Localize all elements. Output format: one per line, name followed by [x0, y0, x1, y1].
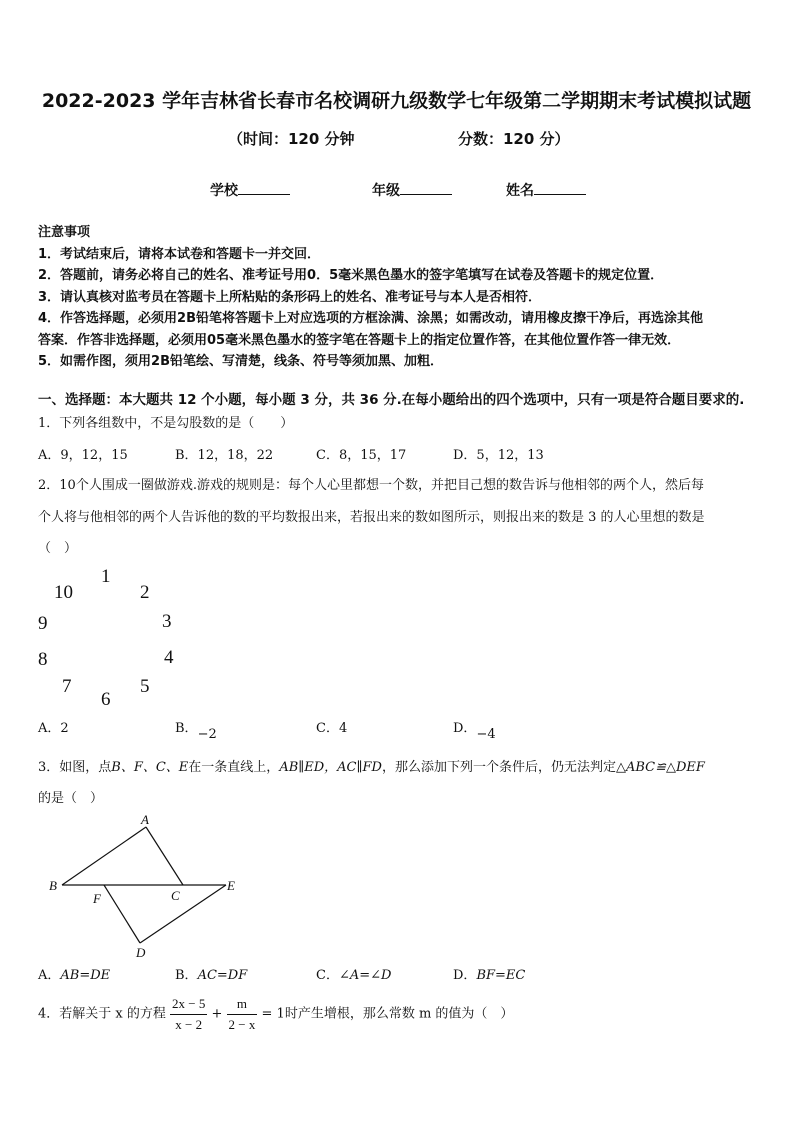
circle-number-2: 2: [140, 582, 150, 603]
q4-frac2-numerator: m: [227, 994, 258, 1015]
school-field: [210, 180, 290, 200]
q3-option-a-value: AB=DE: [60, 968, 111, 983]
q4-plus: +: [211, 1006, 223, 1022]
q3-text-d: ，那么添加下列一个条件后，仍无法判定: [381, 760, 616, 775]
q3-option-d-letter: D．: [453, 968, 477, 983]
q4-suffix: = 1时产生增根，那么常数 m 的值为（ ）: [261, 1006, 514, 1022]
circle-number-3: 3: [162, 611, 172, 632]
circle-number-8: 8: [38, 649, 48, 670]
q2-line1: 2．10个人围成一圈做游戏.游戏的规则是：每个人心里都想一个数，并把目己想的数告诉与他相邻的两个人，然后每: [38, 478, 704, 493]
q4-frac1-numerator: 2x − 5: [170, 994, 207, 1015]
circle-number-6: 6: [101, 689, 111, 710]
q3-line2: 的是（ ）: [38, 791, 104, 806]
q2-option-d[interactable]: [453, 719, 496, 742]
notes-item: 3．请认真核对监考员在答题卡上所粘贴的条形码上的姓名、准考证号与本人是否相符．: [38, 289, 542, 305]
q3-congruence: △ABC≌△DEF: [615, 760, 705, 775]
q3-text-a: 3．如图，点: [38, 760, 112, 775]
circle-number-9: 9: [38, 613, 48, 634]
q3-geometry-figure: [40, 810, 250, 960]
name-blank[interactable]: [534, 180, 586, 195]
label-a: A: [141, 812, 149, 827]
notes-block: [38, 222, 703, 373]
q3-option-c[interactable]: [316, 966, 391, 986]
label-b: B: [49, 878, 57, 893]
label-d: D: [136, 945, 146, 960]
q3-option-d[interactable]: [453, 966, 525, 986]
q2-option-b-letter: B．: [175, 721, 198, 736]
q4-fraction-2: [227, 994, 258, 1035]
q2-line2: 个人将与他相邻的两个人告诉他的数的平均数报出来，若报出来的数如图所示，则报出来的数是 3 的人心里想的数是: [38, 510, 705, 525]
segment-fd: [104, 885, 140, 943]
q3-option-c-letter: C．: [316, 968, 339, 983]
circle-number-5: 5: [140, 676, 150, 697]
exam-time: （时间：120 分钟: [228, 130, 355, 148]
label-e: E: [227, 878, 235, 893]
q2-option-d-value: −4: [476, 727, 496, 742]
q1-option-d[interactable]: D．5，12，13: [453, 448, 544, 463]
q2-option-b[interactable]: [175, 719, 217, 742]
segment-ac: [146, 827, 183, 885]
notes-heading: 注意事项: [38, 225, 91, 240]
exam-title: 2022-2023 学年吉林省长春市名校调研九级数学七年级第二学期期末考试模拟试题: [41, 90, 752, 112]
q2-option-b-value: −2: [197, 727, 217, 742]
q3-option-a-letter: A．: [38, 968, 61, 983]
q4-prefix: 4．若解关于 x 的方程: [38, 1006, 166, 1022]
q1-option-b[interactable]: B．12，18，22: [175, 448, 274, 463]
circle-number-4: 4: [164, 647, 174, 668]
q3-line1: [38, 758, 705, 778]
segment-ab: [62, 827, 146, 885]
notes-item: 5．如需作图，须用2B铅笔绘、写清楚，线条、符号等须加黑、加粗．: [38, 354, 443, 369]
label-f: F: [93, 891, 101, 906]
q3-option-b[interactable]: [175, 966, 247, 986]
q3-option-b-letter: B．: [175, 968, 198, 983]
notes-item: 1．考试结束后，请将本试卷和答题卡一并交回．: [38, 246, 321, 262]
q3-option-c-value: ∠A=∠D: [338, 968, 392, 983]
school-label: 学校: [210, 183, 238, 199]
circle-number-1: 1: [101, 566, 111, 587]
exam-score: 分数：120 分）: [458, 130, 570, 148]
q1-stem: 1．下列各组数中，不是勾股数的是（ ）: [38, 416, 294, 431]
q4-frac2-denominator: 2 − x: [228, 1017, 256, 1032]
q2-option-a[interactable]: A．2: [38, 721, 69, 736]
grade-blank[interactable]: [400, 180, 452, 195]
q4-fraction-1: [170, 994, 207, 1035]
segment-de: [140, 885, 226, 943]
circle-number-10: 10: [54, 582, 73, 603]
grade-label: 年级: [372, 183, 400, 199]
q3-option-a[interactable]: [38, 966, 110, 986]
q3-option-d-value: BF=EC: [476, 968, 526, 983]
q4-line: [38, 994, 513, 1035]
q2-line3: （ ）: [38, 541, 78, 556]
q2-option-c[interactable]: C．4: [316, 721, 348, 736]
label-c: C: [171, 888, 180, 903]
section-heading: 一、选择题：本大题共 12 个小题，每小题 3 分，共 36 分.在每小题给出的四个选项中，只有一项是符合题目要求的.: [38, 392, 745, 408]
grade-field: [372, 180, 452, 200]
q2-option-d-letter: D．: [453, 721, 477, 736]
q1-option-c[interactable]: C．8，15，17: [316, 448, 407, 463]
q4-frac1-denominator: x − 2: [175, 1017, 203, 1032]
notes-item: 4．作答选择题，必须用2B铅笔将答题卡上对应选项的方框涂满、涂黑；如需改动，请用橡皮擦干净后，再选涂其他: [38, 311, 704, 326]
notes-item: 答案．作答非选择题，必须用05毫米黑色墨水的签字笔在答题卡上的指定位置作答，在其他位置作答一律无效．: [38, 332, 681, 348]
school-blank[interactable]: [238, 180, 290, 195]
name-field: [506, 180, 586, 200]
q3-option-b-value: AC=DF: [197, 968, 248, 983]
notes-item: 2．答题前，请务必将自己的姓名、准考证号用0．5毫米黑色墨水的签字笔填写在试卷及答题卡的规定位置．: [38, 268, 664, 283]
name-label: 姓名: [506, 183, 534, 199]
q3-text-b: 在一条直线上，: [188, 760, 280, 775]
q3-points: B、F、C、E: [111, 760, 189, 775]
q1-option-a[interactable]: A．9，12，15: [38, 448, 128, 463]
q3-parallel: AB∥ED，AC∥FD: [279, 760, 382, 775]
circle-number-7: 7: [62, 676, 72, 697]
